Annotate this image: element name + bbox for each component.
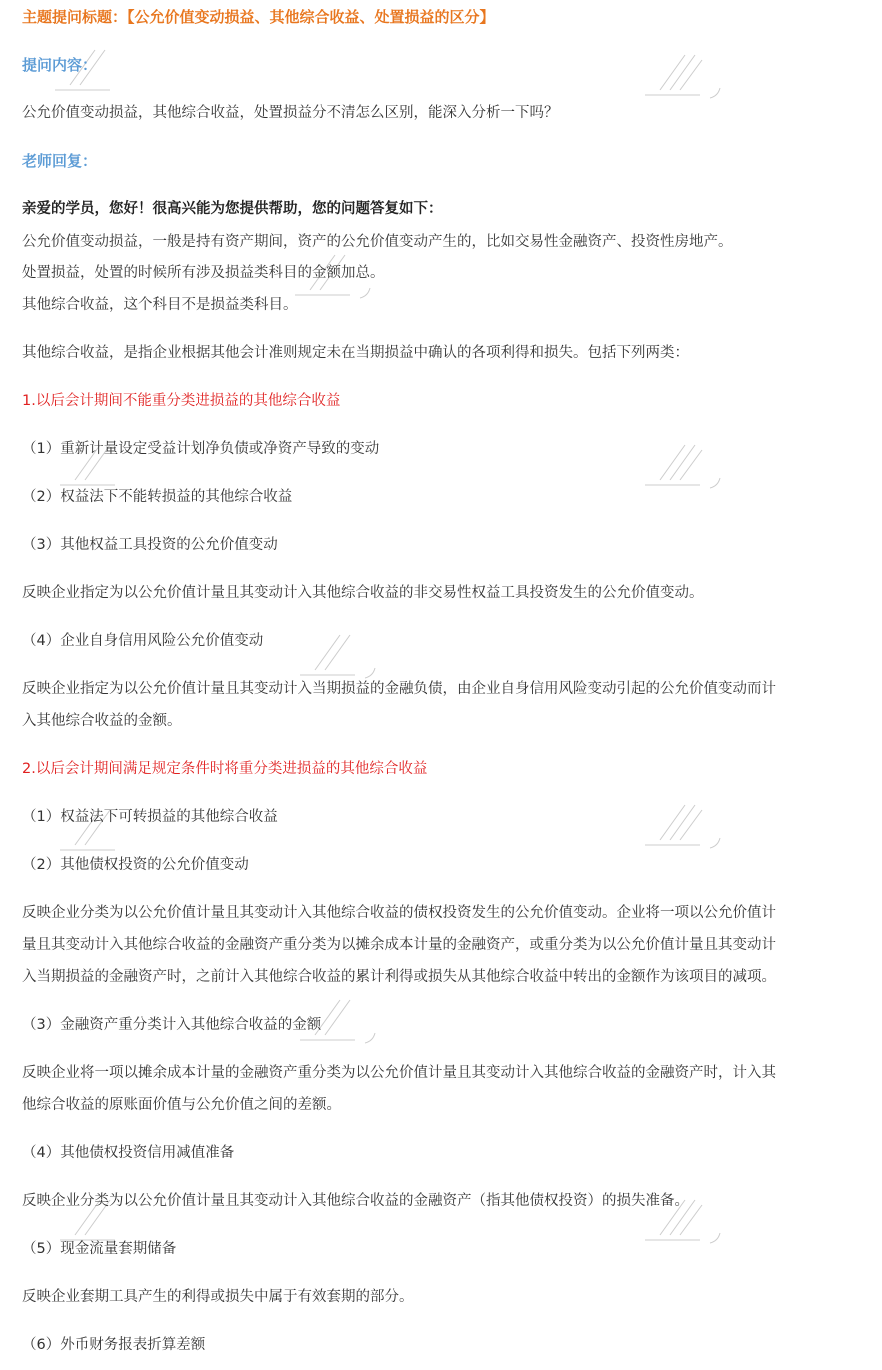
section2-item: （4）其他债权投资信用减值准备: [22, 1145, 235, 1161]
section1-item: （3）其他权益工具投资的公允价值变动: [22, 537, 278, 553]
section2-item-desc: 量且其变动计入其他综合收益的金融资产重分类为以摊余成本计量的金融资产，或重分类为以公允价值计量且其变动计: [22, 937, 776, 953]
question-content: 公允价值变动损益，其他综合收益，处置损益分不清怎么区别，能深入分析一下吗？: [22, 105, 559, 121]
section2-item-desc: 反映企业将一项以摊余成本计量的金融资产重分类为以公允价值计量且其变动计入其他综合收益的金融资产时，计入其: [22, 1065, 776, 1081]
section1-item-desc: 反映企业指定为以公允价值计量且其变动计入当期损益的金融负债，由企业自身信用风险变动引起的公允价值变动而计: [22, 681, 776, 697]
section2-item-desc: 他综合收益的原账面价值与公允价值之间的差额。: [22, 1097, 341, 1113]
reply-greeting: 亲爱的学员，您好！很高兴能为您提供帮助，您的问题答复如下：: [22, 201, 443, 217]
section2-item: （3）金融资产重分类计入其他综合收益的金额: [22, 1017, 322, 1033]
reply-label: 老师回复：: [22, 152, 98, 170]
section2-item: （6）外币财务报表折算差额: [22, 1337, 206, 1353]
section2-item: （2）其他债权投资的公允价值变动: [22, 857, 249, 873]
section2-heading: 2.以后会计期间满足规定条件时将重分类进损益的其他综合收益: [22, 761, 428, 777]
reply-paragraph: 处置损益，处置的时候所有涉及损益类科目的金额加总。: [22, 265, 385, 281]
section1-heading: 1.以后会计期间不能重分类进损益的其他综合收益: [22, 393, 341, 409]
section1-item: （4）企业自身信用风险公允价值变动: [22, 633, 264, 649]
topic-prefix: 主题提问标题：: [22, 8, 128, 26]
section2-item-desc: 反映企业分类为以公允价值计量且其变动计入其他综合收益的金融资产（指其他债权投资）的损失准备。: [22, 1193, 689, 1209]
reply-paragraph: 其他综合收益，这个科目不是损益类科目。: [22, 297, 298, 313]
section2-item: （5）现金流量套期储备: [22, 1241, 177, 1257]
section1-item: （2）权益法下不能转损益的其他综合收益: [22, 489, 293, 505]
question-label: 提问内容：: [22, 56, 98, 74]
section2-item-desc: 反映企业分类为以公允价值计量且其变动计入其他综合收益的债权投资发生的公允价值变动。企业将一项以公允价值计: [22, 905, 776, 921]
section2-item-desc: 入当期损益的金融资产时，之前计入其他综合收益的累计利得或损失从其他综合收益中转出的金额作为该项目的减项。: [22, 969, 776, 985]
section2-item: （1）权益法下可转损益的其他综合收益: [22, 809, 278, 825]
section1-item: （1）重新计量设定受益计划净负债或净资产导致的变动: [22, 441, 380, 457]
section1-item-desc: 入其他综合收益的金额。: [22, 713, 182, 729]
topic-text: 【公允价值变动损益、其他综合收益、处置损益的区分】: [127, 8, 495, 26]
reply-paragraph: 公允价值变动损益，一般是持有资产期间，资产的公允价值变动产生的，比如交易性金融资产、投资性房地产。: [22, 234, 733, 250]
topic-title: [22, 7, 864, 27]
watermark-graphic: [50, 45, 140, 105]
reply-paragraph: 其他综合收益，是指企业根据其他会计准则规定未在当期损益中确认的各项利得和损失。包括下列两类：: [22, 345, 689, 361]
section1-item-desc: 反映企业指定为以公允价值计量且其变动计入其他综合收益的非交易性权益工具投资发生的公允价值变动。: [22, 585, 704, 601]
section2-item-desc: 反映企业套期工具产生的利得或损失中属于有效套期的部分。: [22, 1289, 414, 1305]
